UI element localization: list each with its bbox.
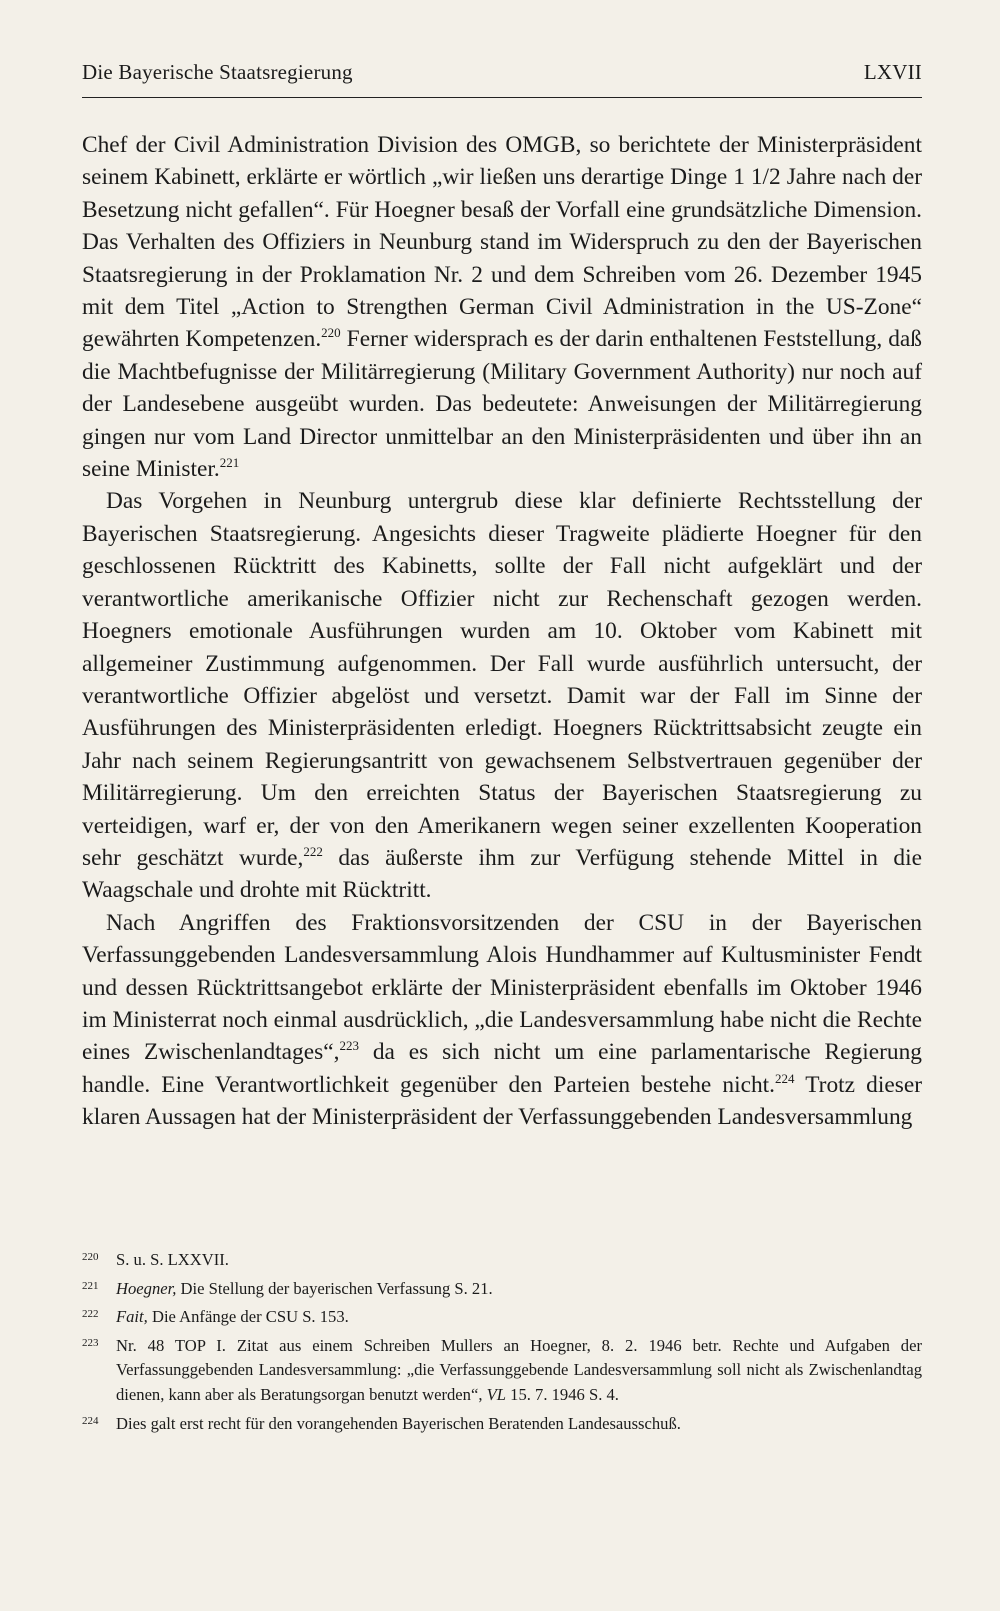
paragraph-1 <box>82 129 922 485</box>
footnote-ref-223: 223 <box>339 1038 359 1054</box>
footnote-ref-221: 221 <box>219 455 240 471</box>
paragraph-3-text-b: da es sich nicht um eine parlamentarische Regierung handle. Eine Verantwortlichkeit gegenüber den Parteien bestehe nicht. <box>82 1039 922 1098</box>
footnote-222 <box>82 1305 922 1330</box>
footnote-number: 224 <box>82 1414 99 1427</box>
page-number: LXVII <box>863 60 922 84</box>
footnotes <box>82 1248 922 1440</box>
footnote-source: VL <box>486 1384 506 1404</box>
footnote-text <box>116 1334 922 1408</box>
footnote-224 <box>82 1412 922 1437</box>
footnote-number: 222 <box>82 1308 99 1321</box>
footnote-220 <box>82 1248 922 1273</box>
footnote-body: Nr. 48 TOP I. Zitat aus einem Schreiben Mullers an Hoegner, 8. 2. 1946 betr. Rechte und Aufgaben der Verfassunggebenden Landesversammlung: „die Verfassunggebende Landesversammlung soll nicht als Zwischenlandtag dienen, kann aber als Beratungsorgan benutzt werden“, <box>116 1335 922 1404</box>
paragraph-1-text-a: Chef der Civil Administration Division des OMGB, so berichtete der Ministerpräsident seinem Kabinett, erklärte er wörtlich „wir ließen uns derartige Dinge 1 1/2 Jahre nach der Besetzung nicht gefallen“. Für Hoegner besaß der Vorfall eine grundsätzliche Dimension. Das Verhalten des Offiziers in Neunburg stand im Widerspruch zu den der Bayerischen Staatsregierung in der Proklamation Nr. 2 und dem Schreiben vom 26. Dezember 1945 mit dem Titel „Action to Strengthen German Civil Administration in the US-Zone“ gewährten Kompetenzen. <box>82 132 922 353</box>
footnote-author: Fait, <box>116 1307 148 1327</box>
footnote-body: Die Stellung der bayerischen Verfassung S. 21. <box>176 1278 493 1298</box>
paragraph-1-text-b: Ferner widersprach es der darin enthaltenen Feststellung, daß die Machtbefugnisse der Militärregierung (Military Government Authority) nur noch auf der Landesebene ausgeübt wurden. Das bedeutete: Anweisungen der Militärregierung gingen nur vom Land Director unmittelbar an den Ministerpräsidenten und über ihn an seine Minister. <box>82 326 922 483</box>
footnote-number: 223 <box>82 1336 99 1349</box>
footnote-text <box>116 1277 922 1302</box>
footnote-ref-224: 224 <box>775 1070 795 1086</box>
footnote-text: Dies galt erst recht für den vorangehenden Bayerischen Beratenden Landesausschuß. <box>116 1413 681 1433</box>
running-head <box>82 60 922 85</box>
paragraph-2-text-a: Das Vorgehen in Neunburg untergrub diese klar definierte Rechtsstellung der Bayerischen Staatsregierung. Angesichts dieser Tragweite plädierte Hoegner für den geschlossenen Rücktritt des Kabinetts, sollte der Fall nicht aufgeklärt und der verantwortliche amerikanische Offizier nicht zur Rechenschaft gezogen werden. Hoegners emotionale Ausführungen wurden am 10. Oktober vom Kabinett mit allgemeiner Zustimmung aufgenommen. Der Fall wurde ausführlich untersucht, der verantwortliche Offizier abgelöst und versetzt. Damit war der Fall im Sinne der Ausführungen des Ministerpräsidenten erledigt. Hoegners Rücktrittsabsicht zeugte ein Jahr nach seinem Regierungsantritt von gewachsenem Selbstvertrauen gegenüber der Militärregierung. Um den erreichten Status der Bayerischen Staatsregierung zu verteidigen, warf er, der von den Amerikanern wegen seiner exzellenten Kooperation sehr geschätzt wurde, <box>82 488 922 871</box>
footnote-ref-222: 222 <box>303 843 323 859</box>
main-text <box>82 129 922 1134</box>
footnote-author: Hoegner, <box>116 1278 177 1298</box>
footnote-text <box>116 1305 922 1330</box>
footnote-number: 221 <box>82 1279 99 1292</box>
footnote-number: 220 <box>82 1251 99 1263</box>
footnote-223 <box>82 1334 922 1408</box>
paragraph-2 <box>82 485 922 906</box>
footnote-text: S. u. S. LXXVII. <box>116 1250 229 1269</box>
paragraph-3 <box>82 907 922 1134</box>
running-head-title: Die Bayerische Staatsregierung <box>82 60 353 84</box>
footnote-body-tail: 15. 7. 1946 S. 4. <box>506 1384 619 1404</box>
paragraph-3-text-a: Nach Angriffen des Fraktionsvorsitzenden der CSU in der Bayerischen Verfassunggebenden Landesversammlung Alois Hundhammer auf Kultusminister Fendt und dessen Rücktrittsangebot erklärte der Ministerpräsident ebenfalls im Oktober 1946 im Ministerrat noch einmal ausdrücklich, „die Landesversammlung habe nicht die Rechte eines Zwischenlandtages“, <box>82 909 922 1066</box>
paragraph-3-text-c: Trotz dieser klaren Aussagen hat der Ministerpräsident der Verfassunggebenden Landesversammlung <box>82 1071 923 1131</box>
footnote-ref-220: 220 <box>321 325 341 341</box>
footnote-body: Die Anfänge der CSU S. 153. <box>147 1307 349 1327</box>
paragraph-2-text-b: das äußerste ihm zur Verfügung stehende Mittel in die Waagschale und drohte mit Rücktritt. <box>82 844 922 904</box>
footnote-221 <box>82 1277 922 1302</box>
header-rule <box>82 97 922 98</box>
